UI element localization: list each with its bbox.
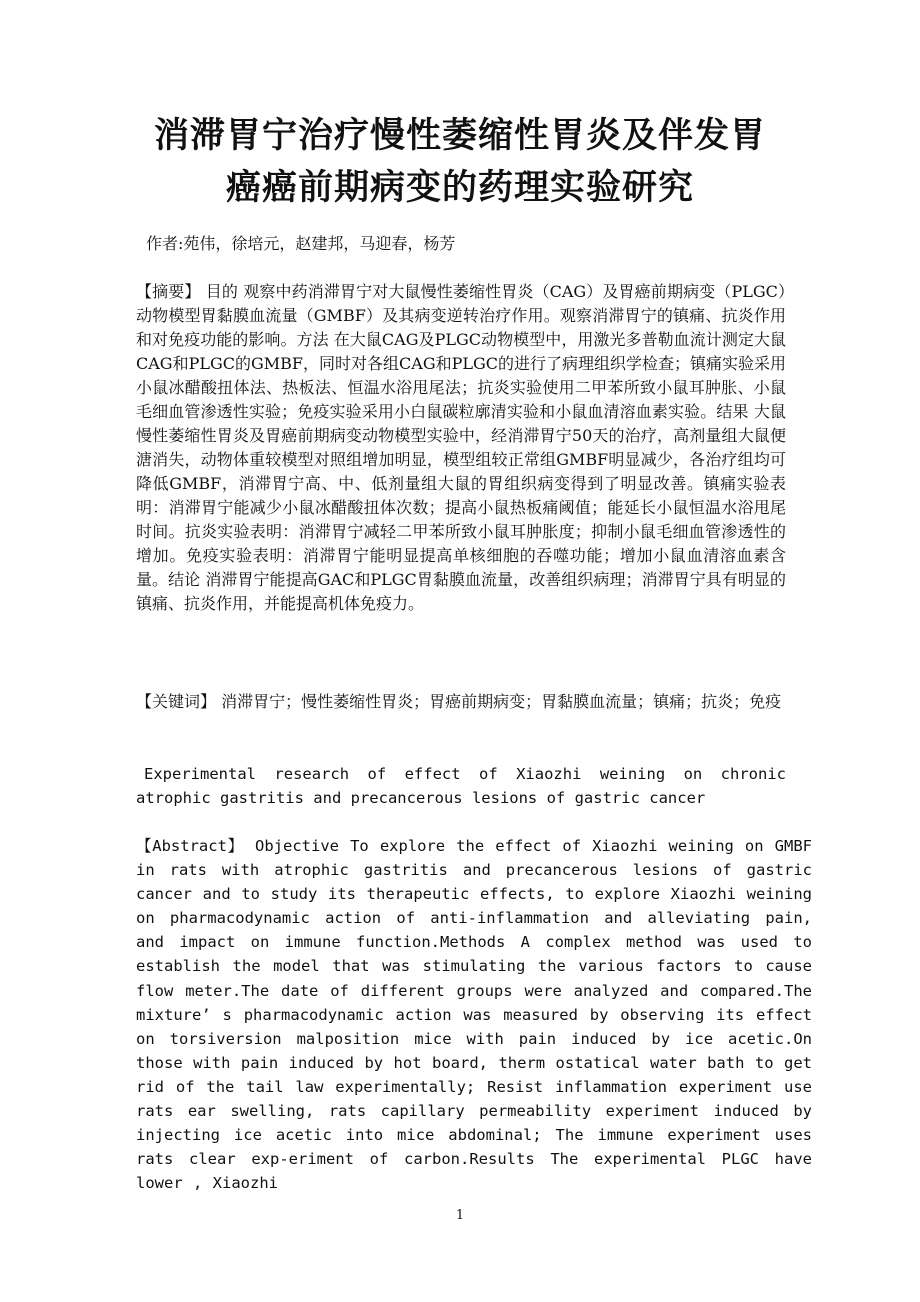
english-title-line-1: Experimental research of effect of Xiaozhi weining on chronic (144, 765, 786, 783)
english-abstract-label: 【Abstract】 (136, 837, 244, 855)
chinese-keywords-text: 消滞胃宁；慢性萎缩性胃炎；胃癌前期病变；胃黏膜血流量；镇痛；抗炎；免疫 (216, 692, 782, 711)
chinese-abstract-text: 目的 观察中药消滞胃宁对大鼠慢性萎缩性胃炎（CAG）及胃癌前期病变（PLGC）动物模型胃黏膜血流量（GMBF）及其病变逆转治疗作用。观察消滞胃宁的镇痛、抗炎作用和对免疫功能的影响。方法 在大鼠CAG及PLGC动物模型中，用激光多普勒血流计测定大鼠CAG和PLGC的GMBF，同时对各组CAG和PLGC的进行了病理组织学检查；镇痛实验采用小鼠冰醋酸扭体法、热板法、恒温水浴甩尾法；抗炎实验使用二甲苯所致小鼠耳肿胀、小鼠毛细血管渗透性实验；免疫实验采用小白鼠碳粒廓清实验和小鼠血清溶血素实验。结果 大鼠慢性萎缩性胃炎及胃癌前期病变动物模型实验中，经消滞胃宁50天的治疗，高剂量组大鼠便溏消失，动物体重较模型对照组增加明显，模型组较正常组GMBF明显减少，各治疗组均可降低GMBF，消滞胃宁高、中、低剂量组大鼠的胃组织病变得到了明显改善。镇痛实验表明：消滞胃宁能减少小鼠冰醋酸扭体次数；提高小鼠热板痛阈值；能延长小鼠恒温水浴甩尾时间。抗炎实验表明：消滞胃宁减轻二甲苯所致小鼠耳肿胀度；抑制小鼠毛细血管渗透性的增加。免疫实验表明：消滞胃宁能明显提高单核细胞的吞噬功能；增加小鼠血清溶血素含量。结论 消滞胃宁能提高GAC和PLGC胃黏膜血流量，改善组织病理；消滞胃宁具有明显的镇痛、抗炎作用，并能提高机体免疫力。 (136, 282, 787, 613)
chinese-abstract-label: 【摘要】 (136, 282, 201, 301)
chinese-keywords-label: 【关键词】 (136, 692, 217, 711)
chinese-abstract (136, 280, 786, 616)
chinese-keywords (136, 690, 786, 714)
paper-title (60, 110, 860, 214)
english-abstract-text: Objective To explore the effect of Xiaozhi weining on GMBF in rats with atrophic gastritis and precancerous lesions of gastric cancer and to study its therapeutic effects, to explore Xiaozhi weining on pharmacodynamic action of anti-inflammation and alleviating pain, and impact on immune function.Methods A complex method was used to establish the model that was stimulating the various factors to cause flow meter.The date of different groups were analyzed and compared.The mixture’ s pharmacodynamic action was measured by observing its effect on torsiversion malposition mice with pain induced by ice acetic.On those with pain induced by hot board, therm ostatical water bath to get rid of the tail law experimentally; Resist inflammation experiment use rats ear swelling, rats capillary permeability experiment induced by injecting ice acetic into mice abdominal; The immune experiment uses rats clear exp-eriment of carbon.Results The experimental PLGC have lower , Xiaozhi (136, 837, 813, 1193)
paper-title-line-2: 癌癌前期病变的药理实验研究 (225, 168, 694, 208)
english-title-line-2: atrophic gastritis and precancerous lesions of gastric cancer (136, 789, 706, 807)
paper-title-line-1: 消滞胃宁治疗慢性萎缩性胃炎及伴发胃 (153, 116, 766, 156)
english-abstract (136, 834, 812, 1195)
english-title (136, 762, 786, 810)
author-list: 作者:苑伟，徐培元，赵建邦，马迎春，杨芳 (146, 234, 456, 253)
page-number: 1 (455, 1208, 465, 1223)
